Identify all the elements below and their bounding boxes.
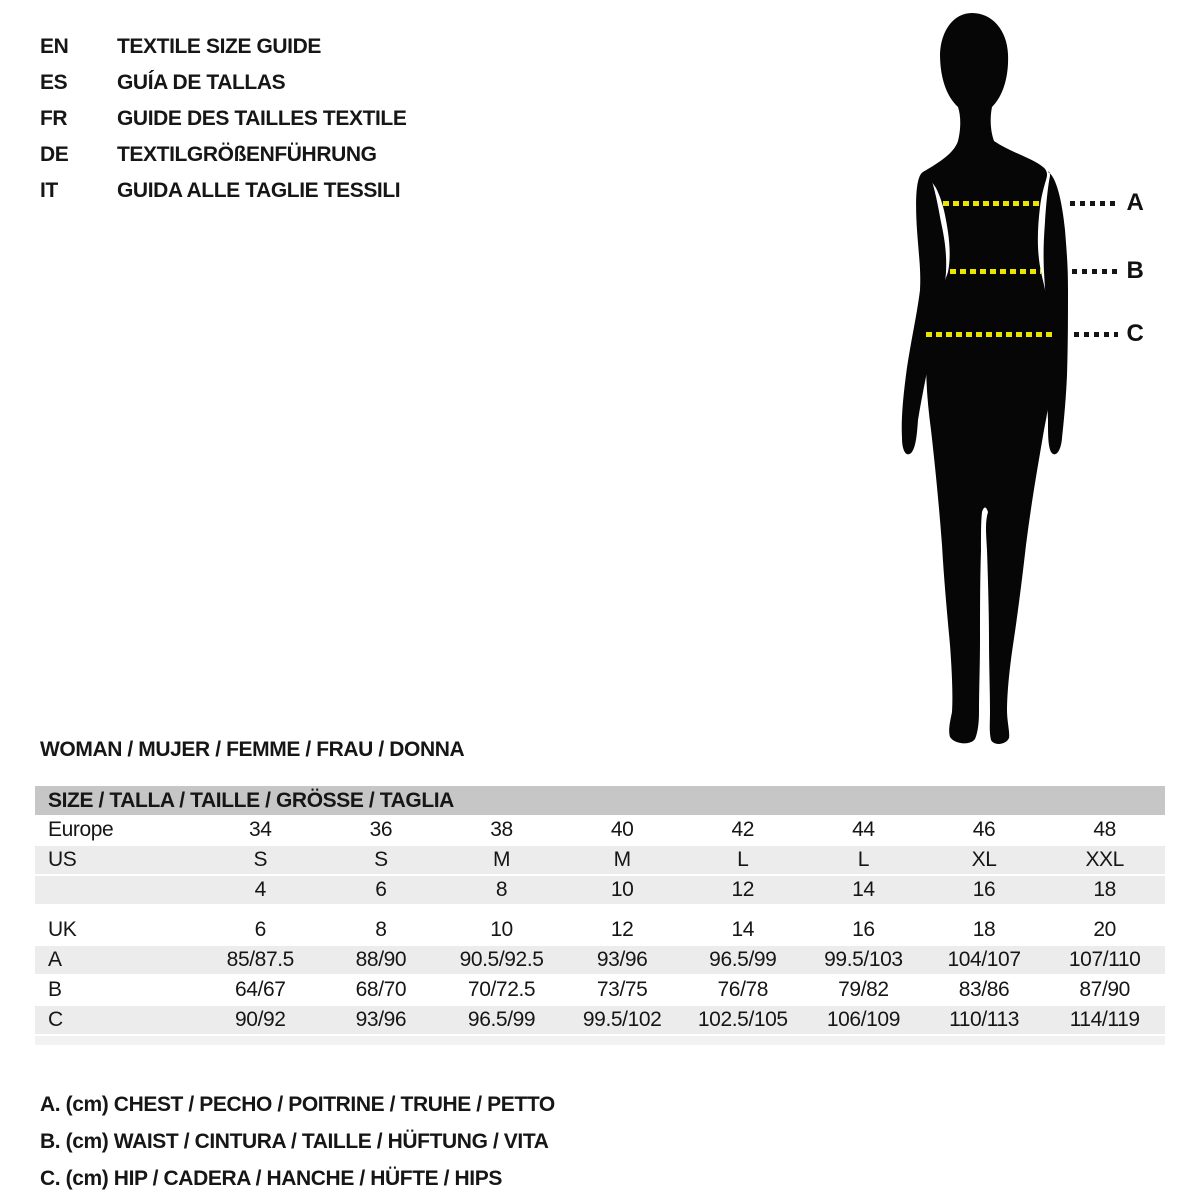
size-cell: 70/72.5: [467, 978, 536, 1001]
measurement-figure: [860, 0, 1200, 760]
size-cell: 44: [852, 818, 875, 841]
size-cell: 88/90: [355, 948, 407, 971]
size-cell: 14: [852, 878, 875, 901]
language-row: [40, 29, 406, 65]
legend-line-chest: A. (cm) CHEST / PECHO / POITRINE / TRUHE / PETTO: [40, 1093, 555, 1116]
chest-measure-line: [943, 201, 1040, 206]
size-cell: 68/70: [355, 978, 407, 1001]
size-cell: 6: [375, 878, 387, 901]
legend-line-hip: C. (cm) HIP / CADERA / HANCHE / HÜFTE / HIPS: [40, 1167, 502, 1190]
size-cell: 93/96: [596, 948, 648, 971]
row-label: UK: [48, 918, 77, 941]
language-title: GUIDE DES TAILLES TEXTILE: [117, 107, 407, 130]
waist-extension-line: [1072, 269, 1118, 274]
size-cell: 10: [610, 878, 634, 901]
size-cell: 107/110: [1068, 948, 1141, 971]
size-cell: 8: [375, 918, 387, 941]
size-cell: S: [374, 848, 388, 871]
size-cell: 104/107: [947, 948, 1021, 971]
size-cell: 106/109: [826, 1008, 900, 1031]
size-cell: L: [857, 848, 870, 871]
row-label: US: [48, 848, 77, 871]
size-cell: 12: [610, 918, 634, 941]
table-row: [35, 946, 1165, 976]
waist-measure-line: [950, 269, 1041, 274]
chest-extension-line: [1070, 201, 1118, 206]
size-cell: 114/119: [1069, 1008, 1140, 1031]
language-row: [40, 173, 406, 209]
size-table-header: SIZE / TALLA / TAILLE / GRÖSSE / TAGLIA: [35, 786, 1165, 815]
row-label: [35, 876, 200, 904]
table-row: [35, 846, 1165, 876]
size-cell: 38: [490, 818, 513, 841]
table-row: [35, 1006, 1165, 1036]
language-code: ES: [40, 71, 68, 94]
row-label: A: [48, 948, 62, 971]
marker-label-a: A: [1126, 189, 1144, 216]
language-row: [40, 101, 406, 137]
hip-extension-line: [1074, 332, 1118, 337]
size-cell: 83/86: [958, 978, 1010, 1001]
language-list: [40, 29, 406, 209]
size-cell: 96.5/99: [467, 1008, 536, 1031]
size-cell: 42: [731, 818, 755, 841]
language-code: DE: [40, 143, 69, 166]
marker-label-c: C: [1126, 320, 1144, 347]
size-table-body: [35, 816, 1165, 1036]
size-cell: 87/90: [1079, 978, 1130, 1001]
size-cell: 18: [972, 918, 996, 941]
language-row: [40, 65, 406, 101]
language-code: IT: [40, 179, 58, 202]
size-cell: 12: [731, 878, 755, 901]
table-bottom-strip: [35, 1036, 1165, 1045]
size-cell: 14: [731, 918, 755, 941]
legend-line-waist: B. (cm) WAIST / CINTURA / TAILLE / HÜFTUNG / VITA: [40, 1130, 549, 1153]
hip-measure-line: [926, 332, 1052, 337]
row-label: Europe: [48, 818, 114, 841]
row-label: B: [48, 978, 62, 1001]
size-cell: 90.5/92.5: [459, 948, 544, 971]
size-cell: 34: [249, 818, 272, 841]
language-title: TEXTILGRÖßENFÜHRUNG: [117, 143, 377, 166]
size-cell: 36: [369, 818, 393, 841]
size-table: [35, 786, 1165, 1045]
size-cell: M: [493, 848, 511, 871]
table-row: [35, 876, 1165, 906]
size-cell: 8: [495, 878, 508, 901]
size-cell: 40: [610, 818, 634, 841]
section-title: WOMAN / MUJER / FEMME / FRAU / DONNA: [40, 738, 465, 761]
language-title: GUIDA ALLE TAGLIE TESSILI: [117, 179, 401, 202]
size-cell: 93/96: [355, 1008, 407, 1031]
size-cell: 102.5/105: [697, 1008, 788, 1031]
size-cell: M: [613, 848, 631, 871]
size-cell: 46: [972, 818, 996, 841]
size-cell: 110/113: [949, 1008, 1020, 1031]
language-row: [40, 137, 406, 173]
size-cell: 90/92: [235, 1008, 286, 1031]
size-cell: XXL: [1085, 848, 1124, 871]
size-cell: 99.5/103: [824, 948, 903, 971]
size-cell: 99.5/102: [582, 1008, 662, 1031]
size-cell: 79/82: [838, 978, 889, 1001]
size-cell: 76/78: [717, 978, 769, 1001]
marker-label-b: B: [1126, 257, 1144, 284]
language-title: TEXTILE SIZE GUIDE: [117, 35, 321, 58]
table-row: [35, 816, 1165, 846]
size-cell: 16: [852, 918, 875, 941]
size-cell: 48: [1093, 818, 1116, 841]
size-cell: 4: [254, 878, 266, 901]
size-cell: 96.5/99: [709, 948, 777, 971]
row-label: C: [48, 1008, 63, 1031]
size-cell: L: [737, 848, 749, 871]
woman-silhouette: [860, 0, 1200, 760]
size-cell: 64/67: [235, 978, 286, 1001]
table-row: [35, 916, 1165, 946]
language-code: EN: [40, 35, 69, 58]
size-cell: 85/87.5: [226, 948, 294, 971]
size-cell: 73/75: [596, 978, 648, 1001]
size-cell: XL: [971, 848, 997, 871]
size-cell: 6: [254, 918, 266, 941]
table-row: [35, 976, 1165, 1006]
size-cell: S: [253, 848, 268, 871]
size-cell: 10: [490, 918, 513, 941]
measurement-legend: [40, 1086, 555, 1197]
size-cell: 20: [1093, 918, 1116, 941]
language-code: FR: [40, 107, 68, 130]
size-cell: 16: [972, 878, 996, 901]
size-cell: 18: [1093, 878, 1116, 901]
language-title: GUÍA DE TALLAS: [117, 71, 286, 94]
